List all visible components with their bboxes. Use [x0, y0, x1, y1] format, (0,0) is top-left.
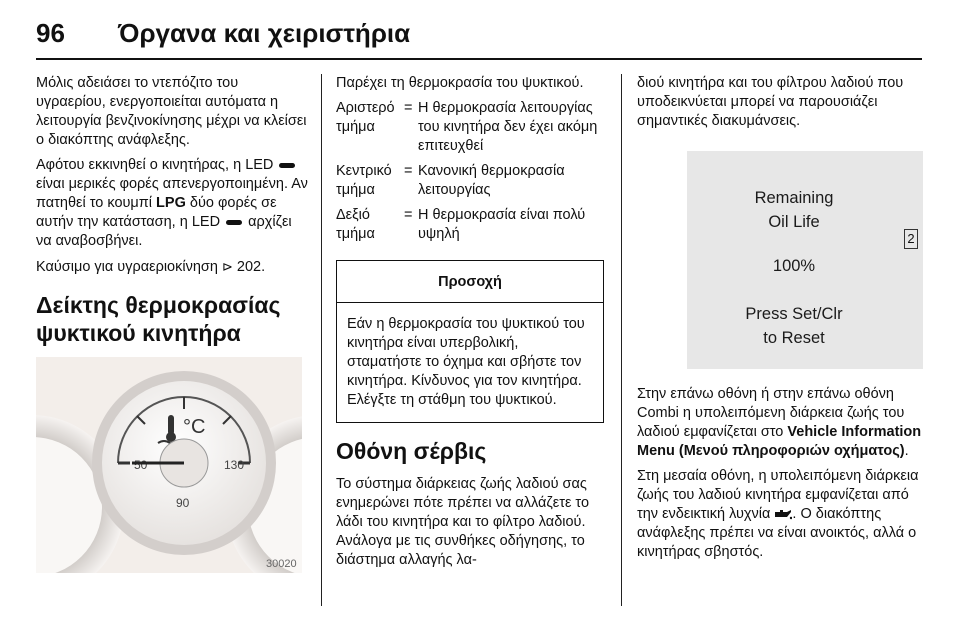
display-line-reset: to Reset	[763, 329, 825, 347]
display-page-badge: 2	[904, 229, 918, 249]
display-line-remaining: Remaining	[754, 189, 834, 207]
column-1	[36, 74, 308, 573]
paragraph-coolant-intro: Παρέχει τη θερμοκρασία του ψυκτικού.	[336, 75, 584, 91]
page-reference-icon: ⊳	[221, 259, 233, 274]
spec-term: Αριστερό τμήμα	[336, 100, 395, 135]
page-reference-link[interactable]: 202.	[236, 259, 266, 275]
column-3	[637, 74, 923, 568]
gauge-tick-90: 90	[176, 496, 190, 510]
paragraph-oil-interval: διού κινητήρα και του φίλτρου λαδιού που υποδεικνύεται μπορεί να παρουσιάζει σημαντικές διακυμάνσεις.	[637, 75, 904, 129]
spec-equals: =	[404, 163, 413, 179]
gauge-tick-50: 50	[134, 458, 148, 472]
gauge-tick-130: 130	[224, 458, 245, 472]
paragraph-oil-life: Το σύστημα διάρκειας ζωής λαδιού σας ενημερώνει πότε πρέπει να αλλάζετε το λάδι του κινητήρα και το φίλτρο λαδιού. Ανάλογα με τις συνθήκες οδήγησης, το διάστημα αλλαγής λα-	[336, 476, 590, 568]
spec-equals: =	[404, 207, 413, 223]
spec-row	[336, 206, 604, 244]
vehicle-information-menu-label: Vehicle Information Menu (Μενού πληροφοριών οχήματος)	[637, 424, 922, 459]
chapter-title: Όργανα και χειριστήρια	[118, 18, 411, 48]
spec-description: Κανονική θερμοκρασία λειτουργίας	[418, 163, 565, 198]
paragraph-upper-display: Στην επάνω οθόνη ή στην επάνω οθόνη Combi η υπολειπόμενη διάρκεια ζωής του λαδιού εμφανίζεται στο Vehicle Information Menu (Μενού πληροφοριών οχήματος).	[637, 386, 922, 459]
spec-description: Η θερμοκρασία είναι πολύ υψηλή	[418, 207, 586, 242]
coolant-gauge-illustration	[36, 357, 302, 573]
spec-term: Δεξιό τμήμα	[336, 207, 375, 242]
paragraph-lpg-empty: Μόλις αδειάσει το ντεπόζιτο του υγραερίου, ενεργοποιείται αυτόματα η λειτουργία βενζινοκίνησης μέχρι να κλείσει ο διακόπτης ανάφλεξης.	[36, 75, 307, 148]
led-lamp-icon	[226, 220, 242, 225]
lpg-key-label: LPG	[156, 195, 186, 211]
paragraph-mid-display: Στη μεσαία οθόνη, η υπολειπόμενη διάρκεια ζωής του λαδιού κινητήρα εμφανίζεται από την ενδεικτική λυχνία . Ο διακόπτης ανάφλεξης πρέπει να είναι ανοικτός, αλλά ο κινητήρας σβηστός.	[637, 468, 919, 560]
section-heading-service: Οθόνη σέρβις	[336, 438, 487, 464]
display-line-press: Press Set/Clr	[745, 305, 843, 323]
spec-description: Η θερμοκρασία λειτουργίας του κινητήρα δεν έχει ακόμη επιτευχθεί	[418, 100, 598, 154]
section-heading-coolant: Δείκτης θερμοκρασίας ψυκτικού κινητήρα	[36, 292, 281, 346]
spec-term: Κεντρικό τμήμα	[336, 163, 392, 198]
spec-row	[336, 162, 604, 200]
paragraph-lpg-fuel: Καύσιμο για υγραεριοκίνηση ⊳ 202.	[36, 259, 266, 275]
oil-life-display-image	[687, 151, 923, 369]
column-divider-1	[321, 74, 322, 606]
caution-title: Προσοχή	[337, 261, 603, 303]
paragraph-led: Αφότου εκκινηθεί ο κινητήρας, η LED είναι μερικές φορές απενεργοποιημένη. Αν πατηθεί το κουμπί LPG δύο φορές σε αυτήν την κατάσταση, η LED αρχίζει να αναβοσβήνει.	[36, 157, 308, 249]
header-rule	[36, 58, 922, 60]
display-oil-life-value: 100%	[772, 257, 816, 275]
oil-can-icon	[774, 509, 792, 520]
gauge-unit-label: °C	[183, 416, 206, 438]
display-line-oil-life: Oil Life	[768, 213, 820, 231]
caution-body: Εάν η θερμοκρασία του ψυκτικού του κινητήρα είναι υπερβολική, σταματήστε το όχημα και σβήστε τον κινητήρα. Κίνδυνος για τον κινητήρα. Ελέγξτε τη στάθμη του ψυκτικού.	[347, 316, 585, 408]
page-number: 96	[36, 18, 65, 48]
column-divider-2	[621, 74, 622, 606]
spec-row	[336, 99, 604, 156]
page-header	[36, 14, 922, 54]
column-2	[336, 74, 604, 576]
caution-box	[336, 260, 604, 423]
coolant-gauge-image	[36, 357, 302, 573]
spec-equals: =	[404, 100, 413, 116]
image-code: 30020	[266, 558, 297, 570]
led-lamp-icon	[279, 163, 295, 168]
